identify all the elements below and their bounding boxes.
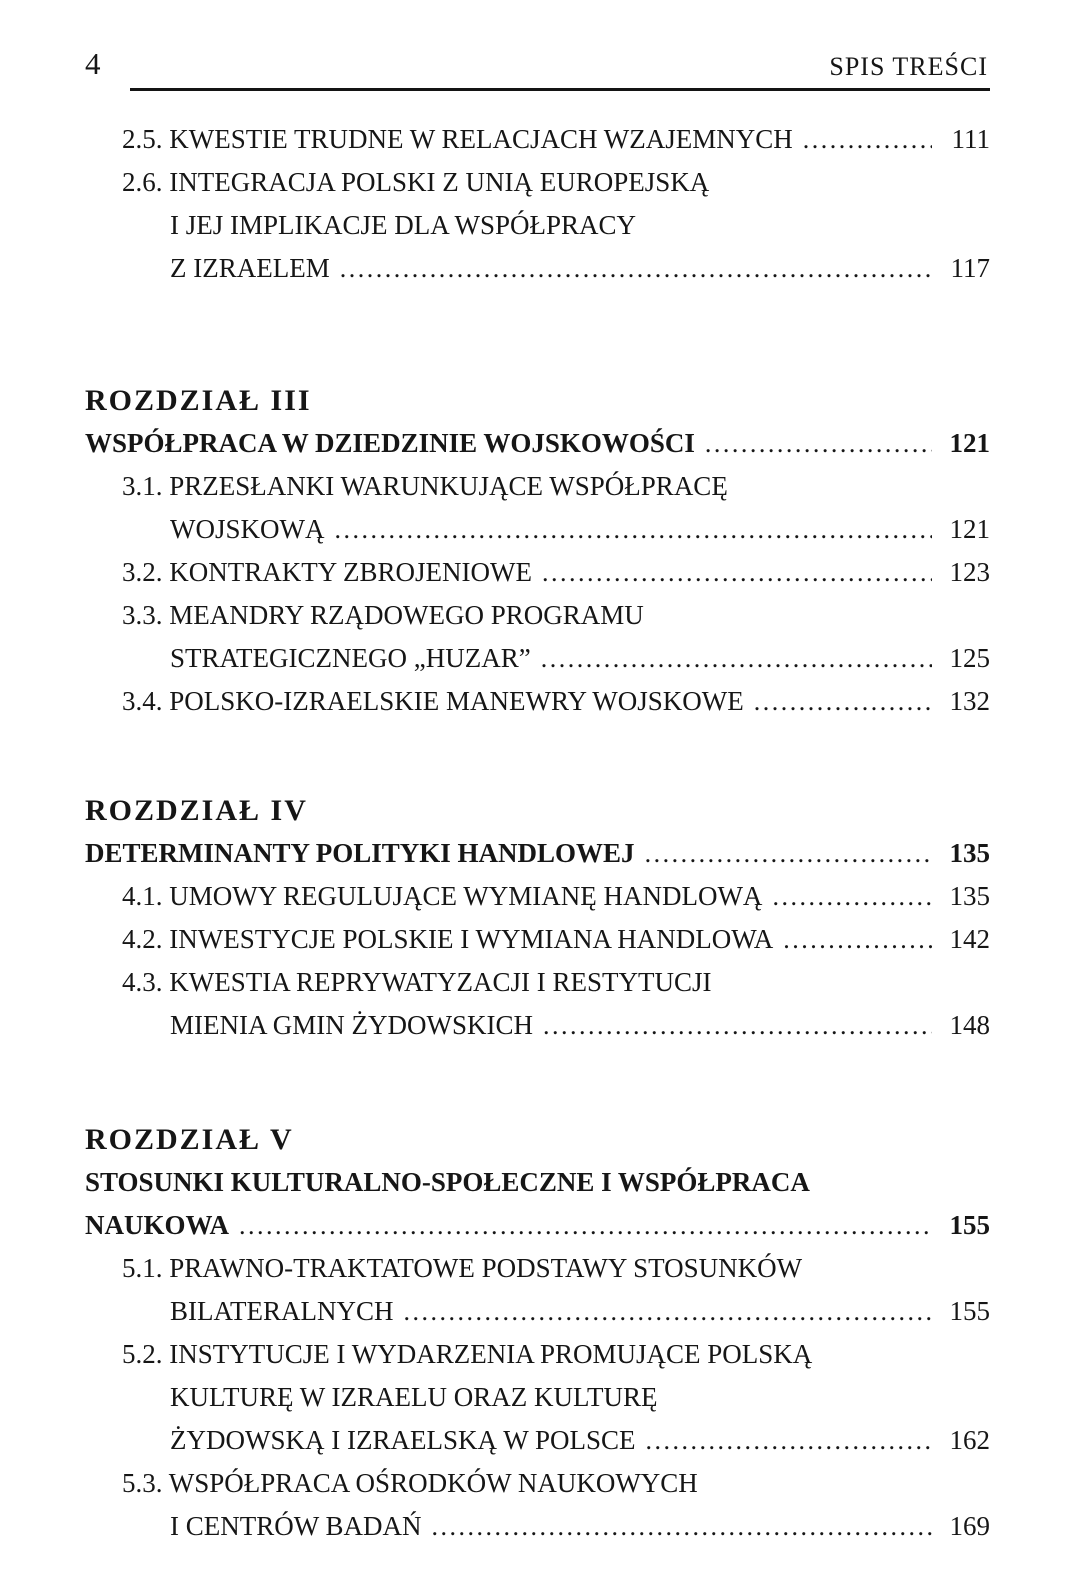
entry-page-number: 121 bbox=[949, 428, 990, 458]
dot-leader bbox=[754, 680, 932, 723]
toc-entry-continuation bbox=[85, 1290, 990, 1333]
dot-leader bbox=[239, 1204, 932, 1247]
dot-leader bbox=[542, 551, 932, 594]
toc-entry bbox=[85, 1462, 990, 1505]
entry-page-number: 162 bbox=[949, 1425, 990, 1455]
entry-page-number: 132 bbox=[949, 686, 990, 716]
toc-entry bbox=[85, 1333, 990, 1376]
entry-title: 4.2. INWESTYCJE POLSKIE I WYMIANA HANDLOWA bbox=[122, 924, 774, 954]
chapter-title-continuation bbox=[85, 1204, 990, 1247]
toc-entry-continuation bbox=[85, 1505, 990, 1548]
toc-entry bbox=[85, 961, 990, 1004]
entry-title: 5.3. WSPÓŁPRACA OŚRODKÓW NAUKOWYCH bbox=[122, 1468, 698, 1498]
dot-leader bbox=[340, 247, 932, 290]
toc-entry-continuation bbox=[85, 637, 990, 680]
entry-title: STOSUNKI KULTURALNO-SPOŁECZNE I WSPÓŁPRACA bbox=[85, 1167, 810, 1197]
chapter-heading: ROZDZIAŁ V bbox=[85, 1123, 294, 1156]
toc-section bbox=[85, 118, 990, 290]
dot-leader bbox=[783, 918, 932, 961]
entry-title: 5.1. PRAWNO-TRAKTATOWE PODSTAWY STOSUNKÓW bbox=[122, 1253, 803, 1283]
toc-entry-continuation bbox=[85, 247, 990, 290]
entry-title: 3.3. MEANDRY RZĄDOWEGO PROGRAMU bbox=[122, 600, 644, 630]
dot-leader bbox=[404, 1290, 933, 1333]
chapter-title bbox=[85, 832, 990, 875]
entry-page-number: 148 bbox=[949, 1010, 990, 1040]
toc-entry bbox=[85, 1247, 990, 1290]
dot-leader bbox=[541, 637, 932, 680]
entry-title: 2.5. KWESTIE TRUDNE W RELACJACH WZAJEMNYCH bbox=[122, 124, 793, 154]
toc-entry bbox=[85, 118, 990, 161]
entry-page-number: 123 bbox=[949, 557, 990, 587]
dot-leader bbox=[645, 832, 932, 875]
entry-title: BILATERALNYCH bbox=[170, 1296, 394, 1326]
entry-page-number: 135 bbox=[949, 838, 990, 868]
entry-title: 3.4. POLSKO-IZRAELSKIE MANEWRY WOJSKOWE bbox=[122, 686, 744, 716]
entry-page-number: 142 bbox=[949, 924, 990, 954]
entry-title: DETERMINANTY POLITYKI HANDLOWEJ bbox=[85, 838, 635, 868]
toc-entry-continuation bbox=[85, 1004, 990, 1047]
header-rule bbox=[130, 88, 990, 91]
entry-title: ŻYDOWSKĄ I IZRAELSKĄ W POLSCE bbox=[170, 1425, 636, 1455]
dot-leader bbox=[646, 1419, 933, 1462]
entry-title: I CENTRÓW BADAŃ bbox=[170, 1511, 422, 1541]
entry-title: 4.3. KWESTIA REPRYWATYZACJI I RESTYTUCJI bbox=[122, 967, 712, 997]
table-of-contents bbox=[85, 118, 990, 1548]
toc-section bbox=[85, 789, 990, 1047]
dot-leader bbox=[432, 1505, 933, 1548]
toc-entry-continuation bbox=[85, 204, 990, 247]
toc-section bbox=[85, 379, 990, 723]
chapter-title bbox=[85, 1161, 990, 1204]
entry-page-number: 135 bbox=[949, 881, 990, 911]
header-title: SPIS TREŚCI bbox=[829, 52, 988, 81]
entry-title: STRATEGICZNEGO „HUZAR” bbox=[170, 643, 531, 673]
chapter-title bbox=[85, 422, 990, 465]
entry-page-number: 155 bbox=[949, 1210, 990, 1240]
chapter-heading: ROZDZIAŁ IV bbox=[85, 794, 308, 827]
dot-leader bbox=[705, 422, 932, 465]
entry-title: MIENIA GMIN ŻYDOWSKICH bbox=[170, 1010, 533, 1040]
toc-entry bbox=[85, 161, 990, 204]
page-number: 4 bbox=[85, 46, 101, 81]
dot-leader bbox=[335, 508, 933, 551]
toc-entry-continuation bbox=[85, 508, 990, 551]
entry-title: Z IZRAELEM bbox=[170, 253, 330, 283]
entry-page-number: 155 bbox=[949, 1296, 990, 1326]
entry-page-number: 121 bbox=[949, 514, 990, 544]
toc-section bbox=[85, 1118, 990, 1548]
entry-title: 2.6. INTEGRACJA POLSKI Z UNIĄ EUROPEJSKĄ bbox=[122, 167, 710, 197]
entry-page-number: 111 bbox=[951, 124, 990, 154]
entry-title: 3.2. KONTRAKTY ZBROJENIOWE bbox=[122, 557, 532, 587]
entry-page-number: 169 bbox=[949, 1511, 990, 1541]
toc-entry bbox=[85, 875, 990, 918]
entry-title: I JEJ IMPLIKACJE DLA WSPÓŁPRACY bbox=[170, 210, 637, 240]
entry-title: 3.1. PRZESŁANKI WARUNKUJĄCE WSPÓŁPRACĘ bbox=[122, 471, 728, 501]
entry-title: 4.1. UMOWY REGULUJĄCE WYMIANĘ HANDLOWĄ bbox=[122, 881, 763, 911]
toc-entry bbox=[85, 551, 990, 594]
dot-leader bbox=[772, 875, 932, 918]
chapter-heading: ROZDZIAŁ III bbox=[85, 384, 312, 417]
entry-title: WOJSKOWĄ bbox=[170, 514, 325, 544]
entry-page-number: 117 bbox=[950, 253, 990, 283]
toc-entry bbox=[85, 465, 990, 508]
toc-entry-continuation bbox=[85, 1376, 990, 1419]
entry-title: 5.2. INSTYTUCJE I WYDARZENIA PROMUJĄCE POLSKĄ bbox=[122, 1339, 813, 1369]
entry-title: KULTURĘ W IZRAELU ORAZ KULTURĘ bbox=[170, 1382, 658, 1412]
toc-entry bbox=[85, 594, 990, 637]
toc-entry-continuation bbox=[85, 1419, 990, 1462]
toc-entry bbox=[85, 680, 990, 723]
entry-title: NAUKOWA bbox=[85, 1210, 230, 1240]
entry-page-number: 125 bbox=[949, 643, 990, 673]
entry-title: WSPÓŁPRACA W DZIEDZINIE WOJSKOWOŚCI bbox=[85, 428, 695, 458]
dot-leader bbox=[543, 1004, 932, 1047]
toc-entry bbox=[85, 918, 990, 961]
dot-leader bbox=[803, 118, 932, 161]
